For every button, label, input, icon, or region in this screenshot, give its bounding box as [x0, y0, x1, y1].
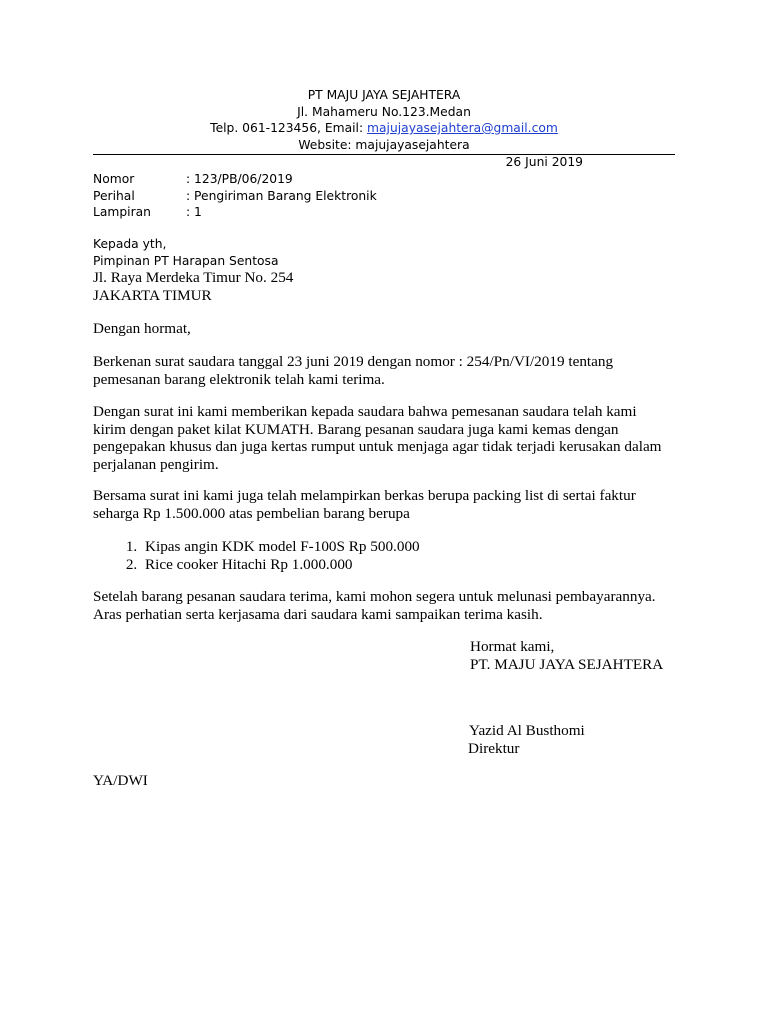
recipient-to: Kepada yth, [93, 237, 167, 251]
recipient-city: JAKARTA TIMUR [93, 286, 212, 304]
paragraph-line: Setelah barang pesanan saudara terima, kami mohon segera untuk melunasi pembayarannya. [93, 588, 656, 605]
contact-phone: Telp. 061-123456, Email: [210, 121, 368, 135]
meta-value: : 123/PB/06/2019 [186, 172, 293, 186]
company-name: PT MAJU JAYA SEJAHTERA [307, 88, 461, 102]
list-item: 1. Kipas angin KDK model F-100S Rp 500.000 [141, 538, 420, 556]
meta-key: Perihal [93, 188, 135, 203]
paragraph-line: pengepakan khusus dan juga kertas rumput untuk menjaga agar tidak terjadi kerusakan dalam [93, 438, 662, 456]
paragraph-line: kirim dengan paket kilat KUMATH. Barang pesanan saudara juga kami kemas dengan [93, 420, 619, 438]
list-item: 2. Rice cooker Hitachi Rp 1.000.000 [141, 556, 420, 574]
email-link[interactable]: majujayasejahtera@gmail.com [367, 121, 558, 135]
recipient-header [93, 236, 279, 269]
meta-key: Nomor [93, 172, 135, 186]
paragraph-1 [93, 353, 613, 388]
signer-title: Direktur [468, 739, 520, 757]
paragraph-4 [93, 588, 656, 623]
meta-row [93, 188, 377, 205]
paragraph-line: pemesanan barang elektronik telah kami terima. [93, 370, 385, 388]
recipient-name: Pimpinan PT Harapan Sentosa [93, 253, 279, 268]
closing-salutation: Hormat kami, [470, 638, 555, 655]
meta-key: Lampiran [93, 205, 151, 219]
paragraph-line: Bersama surat ini kami juga telah melampirkan berkas berupa packing list di sertai faktur [93, 487, 636, 504]
closing [470, 638, 663, 673]
meta-row [93, 204, 377, 221]
paragraph-line: Aras perhatian serta kerjasama dari saudara kami sampaikan terima kasih. [93, 605, 543, 623]
recipient-address [93, 269, 293, 304]
signer-name: Yazid Al Busthomi [469, 722, 585, 739]
closing-company: PT. MAJU JAYA SEJAHTERA [470, 655, 664, 673]
paragraph-line: seharga Rp 1.500.000 atas pembelian barang berupa [93, 504, 410, 522]
meta-value: : Pengiriman Barang Elektronik [186, 188, 377, 203]
company-contact [93, 120, 675, 137]
signature-block [468, 722, 585, 757]
recipient-street: Jl. Raya Merdeka Timur No. 254 [93, 269, 294, 286]
paragraph-line: perjalanan pengirim. [93, 455, 219, 473]
company-website: Website: majujayasejahtera [298, 137, 470, 152]
company-address: Jl. Mahameru No.123.Medan [297, 104, 471, 119]
typist-initials: YA/DWI [93, 772, 148, 789]
paragraph-2 [93, 403, 662, 473]
item-list [93, 538, 420, 573]
letter-date: 26 Juni 2019 [505, 155, 583, 169]
paragraph-line: Dengan surat ini kami memberikan kepada saudara bahwa pemesanan saudara telah kami [93, 403, 637, 420]
letter-meta [93, 171, 377, 221]
greeting [93, 320, 191, 338]
letterhead-divider [93, 154, 675, 155]
meta-row [93, 171, 377, 188]
letterhead [93, 87, 675, 153]
meta-value: : 1 [186, 205, 202, 219]
paragraph-3 [93, 487, 636, 522]
paragraph-line: Berkenan surat saudara tanggal 23 juni 2019 dengan nomor : 254/Pn/VI/2019 tentang [93, 353, 614, 370]
greeting-text: Dengan hormat, [93, 320, 191, 337]
